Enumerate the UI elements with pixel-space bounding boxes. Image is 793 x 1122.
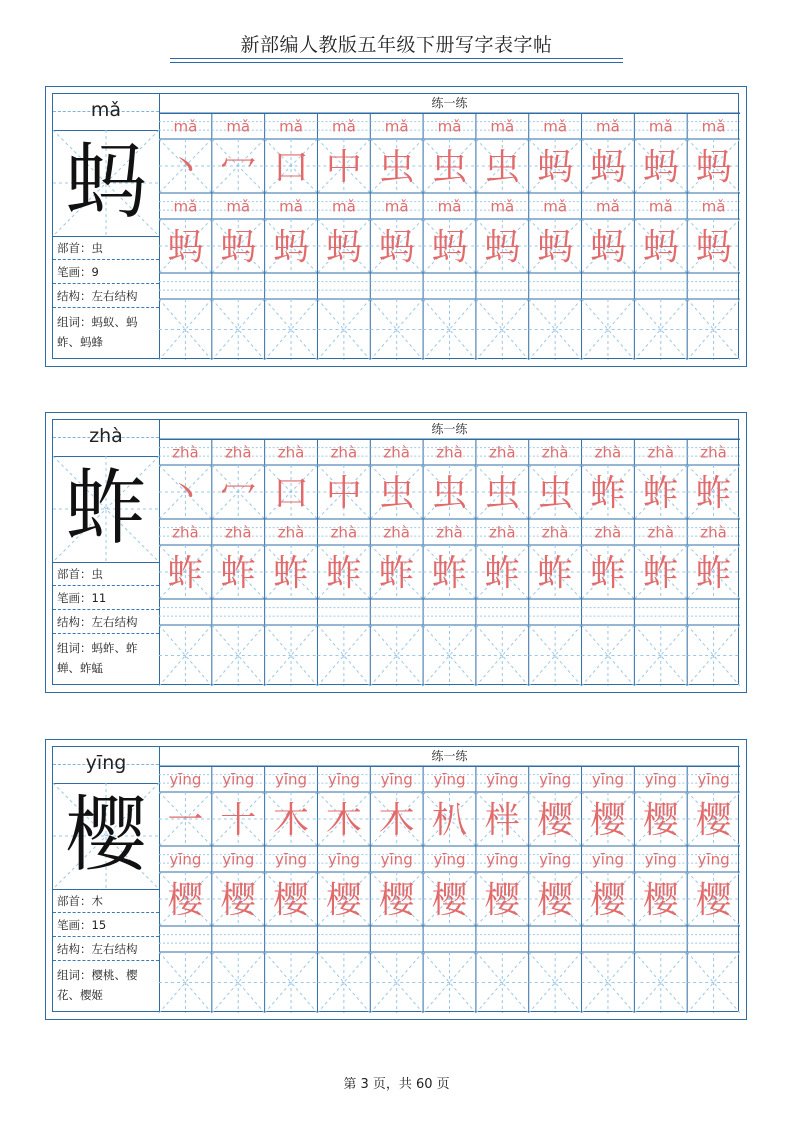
- pinyin-trace: mǎ: [226, 117, 251, 136]
- pinyin-trace: zhà: [172, 443, 199, 462]
- character-trace: 蚂: [537, 227, 574, 268]
- character-trace: 蚂: [589, 147, 626, 188]
- pinyin-trace: yīng: [433, 850, 466, 869]
- pinyin-trace: mǎ: [437, 197, 462, 216]
- character-trace: 樱: [220, 880, 257, 921]
- model-character-box: [53, 783, 159, 890]
- pinyin-trace: yīng: [644, 850, 677, 869]
- pinyin-trace: yīng: [486, 770, 519, 789]
- pinyin-trace: zhà: [541, 523, 569, 542]
- pinyin-trace: zhà: [647, 523, 675, 542]
- character-trace: 冖: [220, 147, 257, 188]
- character-trace: 樱: [484, 880, 521, 921]
- pinyin-trace: mǎ: [701, 197, 726, 216]
- character-trace: 蚂: [695, 147, 732, 188]
- pinyin-trace: yīng: [380, 850, 413, 869]
- character-pinyin: yīng: [85, 752, 127, 774]
- pinyin-trace: mǎ: [331, 117, 356, 136]
- pinyin-trace: zhà: [224, 443, 252, 462]
- word-examples: 组词：樱桃、樱花、樱姬: [57, 968, 138, 1002]
- character-trace: 蚂: [167, 227, 204, 268]
- pinyin-trace: mǎ: [596, 117, 620, 136]
- character-trace: 中: [325, 473, 362, 514]
- character-trace: 虫: [431, 147, 468, 188]
- pinyin-trace: mǎ: [279, 197, 303, 216]
- pinyin-trace: yīng: [222, 770, 255, 789]
- character-trace: 十: [220, 800, 257, 841]
- pinyin-trace: yīng: [486, 850, 519, 869]
- character-trace: 虫: [378, 147, 415, 188]
- stroke-count-label: 笔画：11: [53, 586, 159, 610]
- pinyin-trace: yīng: [591, 850, 624, 869]
- stroke-count-label: 笔画：15: [53, 913, 159, 937]
- practice-grid: [159, 747, 740, 1011]
- stroke-count-label: 笔画：9: [53, 260, 159, 284]
- character-trace: 虫: [537, 473, 574, 514]
- character-trace: 樱: [537, 880, 574, 921]
- pinyin-box: [53, 94, 159, 131]
- character-trace: 蚂: [220, 227, 257, 268]
- character-info-column: [53, 747, 160, 1011]
- word-examples: 组词：蚂蚱、蚱蝉、蚱蜢: [57, 641, 138, 675]
- radical-label: 部首：木: [53, 889, 159, 913]
- pinyin-trace: yīng: [275, 850, 308, 869]
- pinyin-trace: yīng: [433, 770, 466, 789]
- page-footer: 第 3 页，共 60 页: [343, 1077, 450, 1092]
- pinyin-trace: zhà: [700, 523, 727, 542]
- character-trace: 虫: [431, 473, 468, 514]
- pinyin-trace: yīng: [591, 770, 624, 789]
- practice-grid: [159, 420, 740, 684]
- character-pinyin: zhà: [89, 425, 123, 447]
- character-trace: 蚱: [378, 553, 415, 594]
- title-underline-second: [170, 62, 623, 63]
- practice-header: 练一练: [159, 94, 740, 114]
- practice-grid-drawing: [159, 94, 740, 360]
- pinyin-trace: zhà: [489, 443, 516, 462]
- character-trace: 蚱: [695, 473, 732, 514]
- character-trace: 樱: [167, 880, 204, 921]
- pinyin-trace: zhà: [647, 443, 675, 462]
- pinyin-trace: mǎ: [648, 197, 673, 216]
- practice-grid-drawing: [159, 420, 740, 686]
- character-trace: 蚱: [484, 553, 521, 594]
- pinyin-box: [53, 747, 159, 784]
- pinyin-trace: zhà: [541, 443, 569, 462]
- pinyin-trace: mǎ: [173, 197, 198, 216]
- character-trace: 蚂: [589, 227, 626, 268]
- pinyin-trace: mǎ: [490, 117, 515, 136]
- pinyin-trace: mǎ: [701, 117, 726, 136]
- pinyin-trace: mǎ: [543, 197, 568, 216]
- pinyin-trace: zhà: [277, 523, 305, 542]
- character-trace: 樱: [325, 880, 362, 921]
- model-character-box: [53, 456, 159, 563]
- practice-header: 练一练: [159, 747, 740, 767]
- character-trace: 蚱: [642, 553, 679, 594]
- pinyin-trace: zhà: [489, 523, 516, 542]
- character-card-1: [45, 86, 747, 367]
- model-character: 蚱: [64, 461, 147, 556]
- pinyin-trace: zhà: [383, 523, 410, 542]
- pinyin-trace: yīng: [169, 770, 202, 789]
- pinyin-trace: zhà: [436, 443, 463, 462]
- character-info-column: [53, 94, 160, 358]
- character-trace: 蚱: [589, 553, 626, 594]
- character-trace: 樱: [589, 880, 626, 921]
- character-trace: 蚱: [642, 473, 679, 514]
- character-trace: 樱: [589, 800, 626, 841]
- character-trace: 蚱: [273, 553, 310, 594]
- pinyin-trace: zhà: [594, 443, 622, 462]
- character-trace: 中: [325, 147, 362, 188]
- pinyin-trace: zhà: [594, 523, 622, 542]
- character-trace: 朳: [431, 800, 468, 841]
- pinyin-trace: zhà: [330, 443, 358, 462]
- pinyin-trace: zhà: [383, 443, 410, 462]
- character-trace: 樱: [695, 880, 732, 921]
- character-trace: 蚱: [589, 473, 626, 514]
- pinyin-trace: yīng: [327, 770, 360, 789]
- pinyin-trace: mǎ: [331, 197, 356, 216]
- character-card-3: [45, 739, 747, 1020]
- character-trace: 丶: [167, 147, 204, 188]
- pinyin-trace: yīng: [222, 850, 255, 869]
- pinyin-trace: yīng: [380, 770, 413, 789]
- character-trace: 蚱: [220, 553, 257, 594]
- character-trace: 蚱: [695, 553, 732, 594]
- pinyin-trace: yīng: [644, 770, 677, 789]
- character-trace: 木: [273, 800, 310, 841]
- character-trace: 蚂: [642, 227, 679, 268]
- pinyin-trace: mǎ: [226, 197, 251, 216]
- pinyin-trace: mǎ: [173, 117, 198, 136]
- pinyin-trace: mǎ: [437, 117, 462, 136]
- character-trace: 蚂: [273, 227, 310, 268]
- practice-header: 练一练: [159, 420, 740, 440]
- character-trace: 蚱: [431, 553, 468, 594]
- character-card-2: [45, 412, 747, 693]
- practice-grid: [159, 94, 740, 358]
- character-trace: 蚂: [325, 227, 362, 268]
- pinyin-trace: zhà: [224, 523, 252, 542]
- character-trace: 口: [273, 473, 310, 514]
- character-pinyin: mǎ: [90, 99, 122, 121]
- pinyin-trace: zhà: [700, 443, 727, 462]
- pinyin-trace: mǎ: [648, 117, 673, 136]
- character-trace: 樱: [642, 800, 679, 841]
- character-trace: 樱: [537, 800, 574, 841]
- character-trace: 虫: [378, 473, 415, 514]
- character-trace: 口: [273, 147, 310, 188]
- pinyin-trace: zhà: [436, 523, 463, 542]
- radical-label: 部首：虫: [53, 562, 159, 586]
- page-title: 新部编人教版五年级下册写字表字帖: [240, 34, 553, 56]
- pinyin-trace: yīng: [169, 850, 202, 869]
- character-trace: 冖: [220, 473, 257, 514]
- pinyin-trace: zhà: [330, 523, 358, 542]
- pinyin-trace: mǎ: [490, 197, 515, 216]
- character-trace: 木: [378, 800, 415, 841]
- pinyin-trace: yīng: [327, 850, 360, 869]
- pinyin-trace: mǎ: [596, 197, 620, 216]
- pinyin-trace: zhà: [172, 523, 199, 542]
- character-trace: 蚱: [325, 553, 362, 594]
- character-trace: 樱: [378, 880, 415, 921]
- character-trace: 蚂: [484, 227, 521, 268]
- pinyin-trace: mǎ: [279, 117, 303, 136]
- character-trace: 柈: [484, 800, 521, 841]
- character-trace: 一: [167, 800, 204, 841]
- character-trace: 蚂: [642, 147, 679, 188]
- pinyin-box: [53, 420, 159, 457]
- model-character: 蚂: [64, 135, 147, 230]
- character-trace: 蚂: [695, 227, 732, 268]
- pinyin-trace: yīng: [697, 850, 730, 869]
- character-trace: 樱: [642, 880, 679, 921]
- pinyin-trace: yīng: [697, 770, 730, 789]
- character-trace: 蚂: [431, 227, 468, 268]
- model-character: 樱: [64, 788, 147, 883]
- practice-grid-drawing: [159, 747, 740, 1013]
- model-character-box: [53, 130, 159, 237]
- pinyin-trace: yīng: [275, 770, 308, 789]
- pinyin-trace: zhà: [277, 443, 305, 462]
- pinyin-trace: mǎ: [384, 197, 409, 216]
- character-trace: 樱: [431, 880, 468, 921]
- pinyin-trace: mǎ: [543, 117, 568, 136]
- character-trace: 蚱: [167, 553, 204, 594]
- character-trace: 木: [325, 800, 362, 841]
- radical-label: 部首：虫: [53, 236, 159, 260]
- character-trace: 丶: [167, 473, 204, 514]
- character-trace: 樱: [695, 800, 732, 841]
- character-trace: 虫: [484, 473, 521, 514]
- character-trace: 虫: [484, 147, 521, 188]
- structure-label: 结构：左右结构: [53, 610, 159, 634]
- character-trace: 蚱: [537, 553, 574, 594]
- structure-label: 结构：左右结构: [53, 937, 159, 961]
- word-examples: 组词：蚂蚁、蚂蚱、蚂蜂: [57, 315, 138, 349]
- pinyin-trace: yīng: [539, 850, 572, 869]
- character-trace: 蚂: [378, 227, 415, 268]
- character-info-column: [53, 420, 160, 684]
- pinyin-trace: yīng: [539, 770, 572, 789]
- character-trace: 樱: [273, 880, 310, 921]
- structure-label: 结构：左右结构: [53, 284, 159, 308]
- title-underline: [170, 58, 623, 59]
- character-trace: 蚂: [537, 147, 574, 188]
- pinyin-trace: mǎ: [384, 117, 409, 136]
